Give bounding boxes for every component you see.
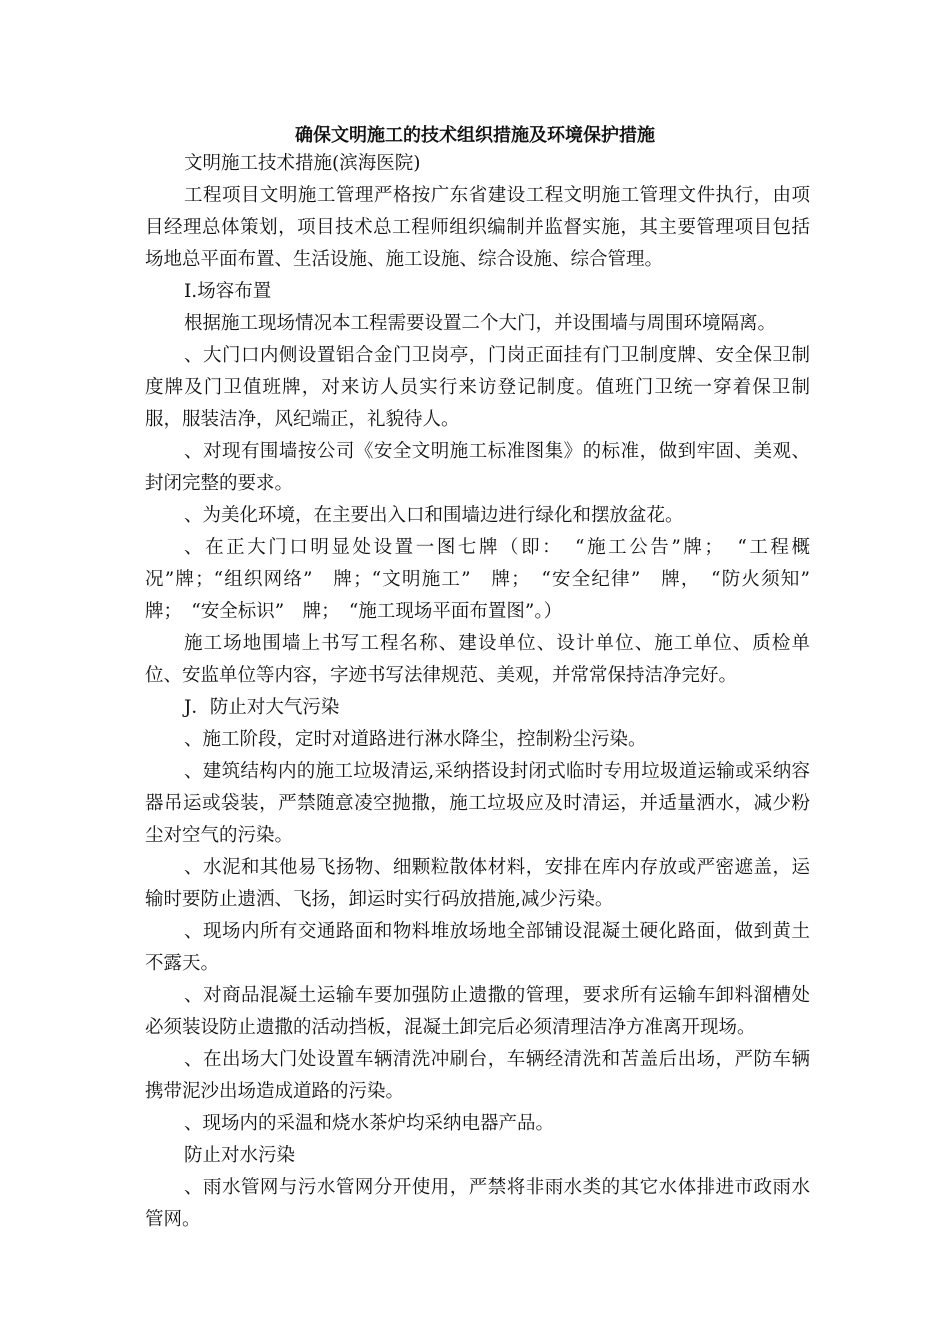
- section-heading: 防止对水污染: [184, 1145, 296, 1166]
- section-heading: I.场容布置: [184, 281, 272, 302]
- paragraph: 、为美化环境，在主要出入口和围墙边进行绿化和摆放盆花。: [184, 505, 684, 526]
- paragraph: 、对商品混凝土运输车要加强防止遗撒的管理，要求所有运输车卸料溜槽处必须装设防止遗撒的活动挡板，混凝土卸完后必须清理洁净方准离开现场。: [145, 985, 810, 1038]
- paragraph: 、现场内的采温和烧水茶炉均采纳电器产品。: [184, 1113, 555, 1134]
- document-title: 确保文明施工的技术组织措施及环境保护措施: [295, 125, 655, 146]
- paragraph: 根据施工现场情况本工程需要设置二个大门，并设围墙与周围环境隔离。: [184, 313, 777, 334]
- paragraph: 、对现有围墙按公司《安全文明施工标准图集》的标准，做到牢固、美观、封闭完整的要求。: [145, 441, 810, 494]
- paragraph: 、大门口内侧设置铝合金门卫岗亭，门岗正面挂有门卫制度牌、安全保卫制度牌及门卫值班牌，对来访人员实行来访登记制度。值班门卫统一穿着保卫制服，服装洁净，风纪端正，礼貌待人。: [145, 345, 810, 430]
- section-heading: J．防止对大气污染: [184, 697, 340, 718]
- paragraph: 、在正大门口明显处设置一图七牌（即： “施工公告”牌； “工程概况”牌；“组织网络” 牌；“文明施工” 牌； “安全纪律” 牌， “防火须知” 牌； “安全标识” 牌； “施工现场平面布置图”。）: [145, 537, 829, 622]
- document-body: [145, 148, 829, 1236]
- paragraph: 、施工阶段，定时对道路进行淋水降尘，控制粉尘污染。: [184, 729, 647, 750]
- paragraph: 、建筑结构内的施工垃圾清运,采纳搭设封闭式临时专用垃圾道运输或采纳容器吊运或袋装，严禁随意凌空抛撒，施工垃圾应及时清运，并适量洒水，减少粉尘对空气的污染。: [145, 761, 810, 846]
- paragraph: 、现场内所有交通路面和物料堆放场地全部铺设混凝土硬化路面，做到黄土不露天。: [145, 921, 810, 974]
- section-subtitle: 文明施工技术措施(滨海医院): [184, 153, 421, 174]
- paragraph: 、在出场大门处设置车辆清洗冲刷台，车辆经清洗和苫盖后出场，严防车辆携带泥沙出场造成道路的污染。: [145, 1049, 810, 1102]
- paragraph: 、水泥和其他易飞扬物、细颗粒散体材料，安排在库内存放或严密遮盖，运输时要防止遗洒、飞扬，卸运时实行码放措施,减少污染。: [145, 857, 810, 910]
- paragraph: 、雨水管网与污水管网分开使用，严禁将非雨水类的其它水体排进市政雨水管网。: [145, 1177, 810, 1230]
- paragraph: 施工场地围墙上书写工程名称、建设单位、设计单位、施工单位、质检单位、安监单位等内容，字迹书写法律规范、美观，并常常保持洁净完好。: [145, 633, 810, 686]
- paragraph: 工程项目文明施工管理严格按广东省建设工程文明施工管理文件执行，由项目经理总体策划，项目技术总工程师组织编制并监督实施，其主要管理项目包括场地总平面布置、生活设施、施工设施、综合设施、综合管理。: [145, 185, 810, 270]
